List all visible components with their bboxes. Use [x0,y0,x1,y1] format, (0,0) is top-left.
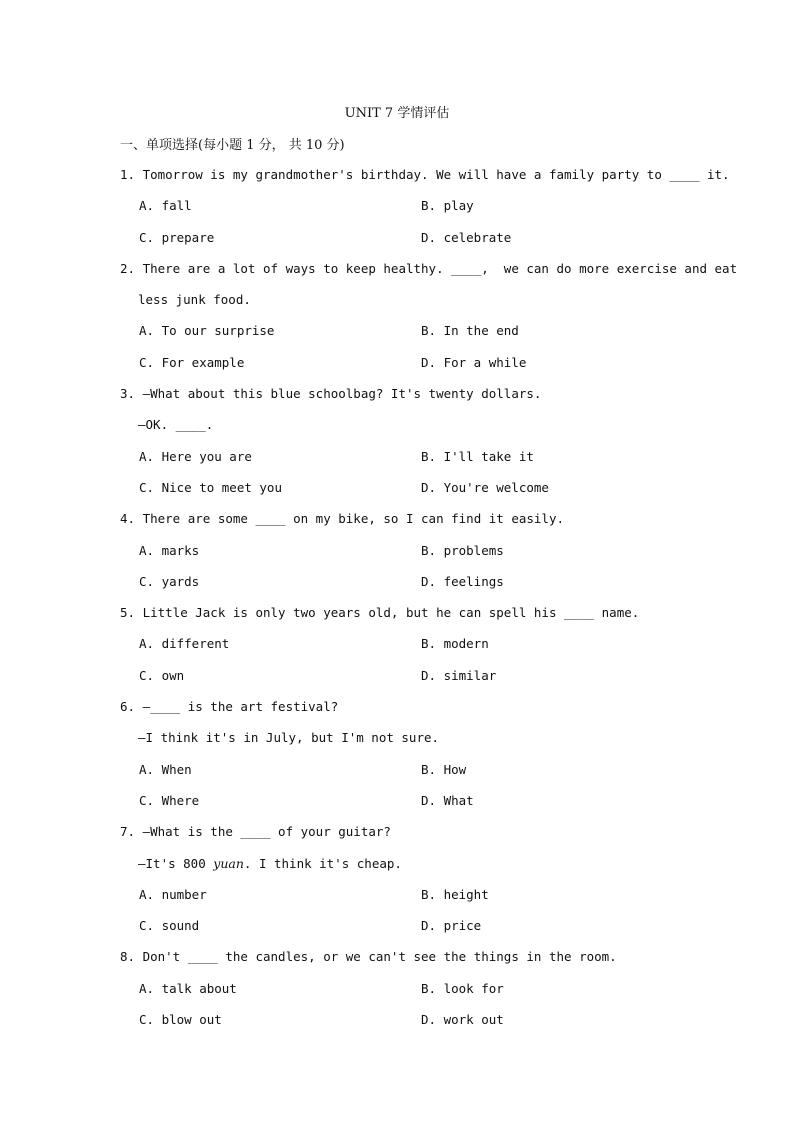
question-8 [0,947,794,1041]
option-a[interactable]: A. To our surprise [139,323,275,339]
option-d[interactable]: D. What [421,792,474,808]
option-b[interactable]: B. problems [421,542,504,558]
option-a[interactable]: A. When [139,761,192,777]
question-3 [0,384,794,509]
option-d[interactable]: D. You're welcome [421,479,549,495]
option-a[interactable]: A. marks [139,542,200,558]
question-4 [0,509,794,603]
option-b[interactable]: B. How [421,761,467,777]
option-c[interactable]: C. yards [139,573,200,589]
section-heading: 一、单项选择(每小题 1 分， 共 10 分) [120,138,345,153]
question-stem-continued: less junk food. [138,292,251,308]
question-dialogue-line: —I think it's in July, but I'm not sure. [138,730,440,746]
question-stem: 8. Don't ____ the candles, or we can't see the things in the room. [120,949,617,965]
option-d[interactable]: D. feelings [421,573,504,589]
question-stem: 2. There are a lot of ways to keep healthy. ____, we can do more exercise and eat [120,260,738,276]
question-dialogue-line: —OK. ____. [138,417,214,433]
question-dialogue-line [0,854,794,885]
option-c[interactable]: C. blow out [139,1012,222,1028]
question-7 [0,822,794,947]
dialogue-italic-word: yuan [213,855,244,871]
option-c[interactable]: C. For example [139,354,245,370]
question-1 [0,165,794,259]
option-d[interactable]: D. For a while [421,354,527,370]
option-c[interactable]: C. Nice to meet you [139,479,282,495]
option-d[interactable]: D. celebrate [421,229,512,245]
option-c[interactable]: C. Where [139,792,200,808]
option-a[interactable]: A. fall [139,198,192,214]
option-d[interactable]: D. work out [421,1012,504,1028]
question-stem: 7. —What is the ____ of your guitar? [120,824,391,840]
option-c[interactable]: C. sound [139,918,200,934]
question-stem: 4. There are some ____ on my bike, so I can find it easily. [120,511,565,527]
option-a[interactable]: A. Here you are [139,448,252,464]
question-6 [0,697,794,822]
option-a[interactable]: A. talk about [139,980,237,996]
question-stem: 3. —What about this blue schoolbag? It's twenty dollars. [120,386,542,402]
option-b[interactable]: B. height [421,886,489,902]
question-stem: 6. —____ is the art festival? [120,699,339,715]
option-b[interactable]: B. I'll take it [421,448,534,464]
option-b[interactable]: B. In the end [421,323,519,339]
option-b[interactable]: B. play [421,198,474,214]
question-2 [0,259,794,384]
question-list [0,165,794,1041]
question-5 [0,603,794,697]
page-title: UNIT 7 学情评估 [344,106,450,121]
dialogue-text: . I think it's cheap. [243,855,402,871]
option-d[interactable]: D. similar [421,667,497,683]
option-d[interactable]: D. price [421,918,482,934]
option-c[interactable]: C. prepare [139,229,215,245]
option-a[interactable]: A. number [139,886,207,902]
option-a[interactable]: A. different [139,636,230,652]
question-stem: 5. Little Jack is only two years old, but he can spell his ____ name. [120,605,640,621]
dialogue-text: —It's 800 [138,855,214,871]
option-b[interactable]: B. modern [421,636,489,652]
option-b[interactable]: B. look for [421,980,504,996]
question-stem: 1. Tomorrow is my grandmother's birthday. We will have a family party to ____ it. [120,167,730,182]
option-c[interactable]: C. own [139,667,185,683]
